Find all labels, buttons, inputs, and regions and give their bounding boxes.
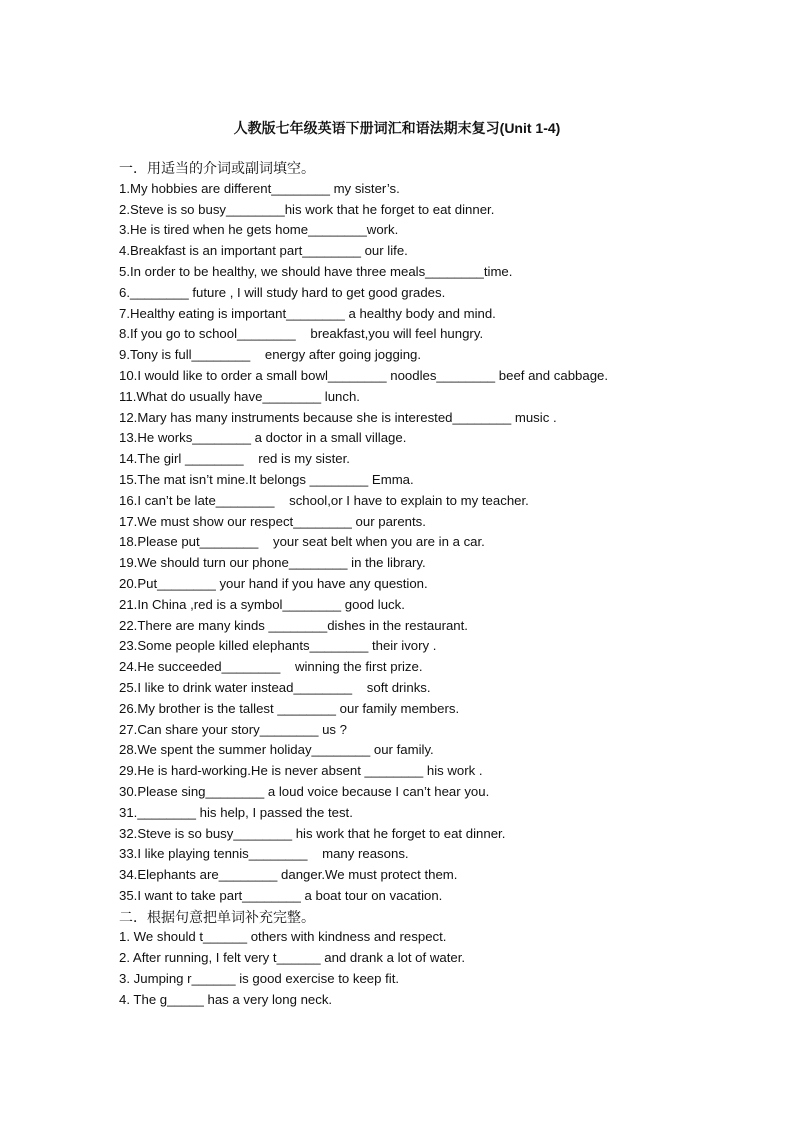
- question-item: 16.I can’t be late________ school,or I have to explain to my teacher.: [119, 492, 529, 508]
- question-item: 9.Tony is full________ energy after going jogging.: [119, 347, 422, 363]
- question-item: 18.Please put________ your seat belt when you are in a car.: [119, 534, 485, 550]
- document-title: 人教版七年级英语下册词汇和语法期末复习(Unit 1-4): [233, 120, 561, 136]
- question-item: 29.He is hard-working.He is never absent ________ his work .: [119, 763, 483, 779]
- question-item: 34.Elephants are________ danger.We must protect them.: [119, 867, 458, 883]
- question-item: 28.We spent the summer holiday________ our family.: [119, 742, 434, 758]
- section-1-list: [119, 179, 759, 907]
- question-item: 22.There are many kinds ________dishes in the restaurant.: [119, 617, 468, 633]
- question-item: 10.I would like to order a small bowl________ noodles________ beef and cabbage.: [119, 367, 609, 383]
- question-item: 4. The g_____ has a very long neck.: [119, 991, 333, 1007]
- question-item: 31.________ his help, I passed the test.: [119, 804, 353, 820]
- question-item: 30.Please sing________ a loud voice because I can’t hear you.: [119, 783, 490, 799]
- question-item: 32.Steve is so busy________ his work that he forget to eat dinner.: [119, 825, 506, 841]
- question-item: 33.I like playing tennis________ many reasons.: [119, 846, 409, 862]
- question-item: 5.In order to be healthy, we should have three meals________time.: [119, 263, 513, 279]
- question-item: 1. We should t______ others with kindness and respect.: [119, 929, 447, 945]
- question-item: 26.My brother is the tallest ________ our family members.: [119, 700, 460, 716]
- question-item: 7.Healthy eating is important________ a healthy body and mind.: [119, 305, 496, 321]
- question-item: 35.I want to take part________ a boat tour on vacation.: [119, 887, 443, 903]
- question-item: 17.We must show our respect________ our parents.: [119, 513, 426, 529]
- question-item: 23.Some people killed elephants________ their ivory .: [119, 638, 437, 654]
- question-item: 14.The girl ________ red is my sister.: [119, 451, 350, 467]
- question-item: 6.________ future , I will study hard to get good grades.: [119, 284, 446, 300]
- question-item: 1.My hobbies are different________ my sister’s.: [119, 180, 400, 196]
- question-item: 3.He is tired when he gets home________work.: [119, 222, 399, 238]
- question-item: 19.We should turn our phone________ in the library.: [119, 555, 426, 571]
- question-item: 8.If you go to school________ breakfast,you will feel hungry.: [119, 326, 484, 342]
- question-item: 13.He works________ a doctor in a small village.: [119, 430, 407, 446]
- question-item: 20.Put________ your hand if you have any question.: [119, 575, 428, 591]
- document-body: [119, 158, 759, 1011]
- question-item: 15.The mat isn’t mine.It belongs ________ Emma.: [119, 471, 414, 487]
- question-item: 21.In China ,red is a symbol________ good luck.: [119, 596, 405, 612]
- question-item: 2. After running, I felt very t______ and drank a lot of water.: [119, 950, 466, 966]
- question-item: 2.Steve is so busy________his work that he forget to eat dinner.: [119, 201, 495, 217]
- section-2-heading: 二．根据句意把单词补充完整。: [119, 908, 315, 925]
- question-item: 25.I like to drink water instead________ soft drinks.: [119, 679, 431, 695]
- question-item: 24.He succeeded________ winning the first prize.: [119, 659, 423, 675]
- question-item: 11.What do usually have________ lunch.: [119, 388, 360, 404]
- section-1-heading: 一．用适当的介词或副词填空。: [119, 160, 315, 176]
- question-item: 27.Can share your story________ us ?: [119, 721, 347, 737]
- section-2-list: [119, 927, 759, 1010]
- question-item: 3. Jumping r______ is good exercise to keep fit.: [119, 971, 400, 987]
- question-item: 12.Mary has many instruments because she is interested________ music .: [119, 409, 557, 425]
- question-item: 4.Breakfast is an important part________ our life.: [119, 243, 408, 259]
